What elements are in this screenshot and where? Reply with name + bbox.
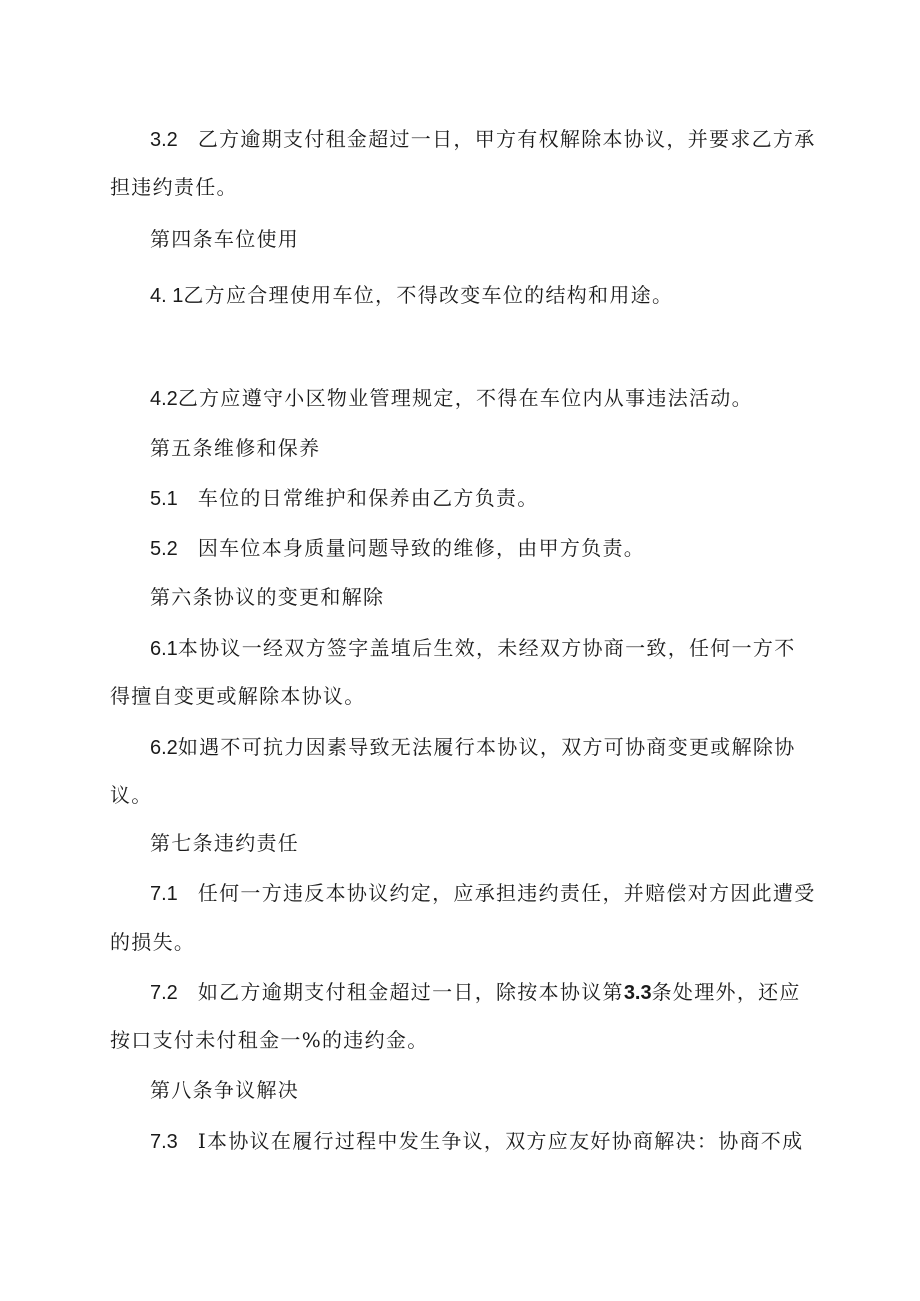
clause-6-1-line-2 xyxy=(110,683,366,709)
article-7-heading xyxy=(150,830,299,856)
clause-6-2-line-1 xyxy=(150,734,796,761)
clause-3-2-line-2 xyxy=(110,174,238,200)
article-6-heading xyxy=(150,584,384,610)
clause-text: 如乙方逾期支付租金超过一日，除按本协议第 xyxy=(197,980,624,1004)
clause-text: 乙方应遵守小区物业管理规定，不得在车位内从事违法活动。 xyxy=(177,386,753,410)
clause-5-2 xyxy=(150,535,645,562)
article-title: 第六条协议的变更和解除 xyxy=(150,585,385,609)
clause-7-2-line-1 xyxy=(150,979,801,1006)
clause-text: 议。 xyxy=(110,783,153,807)
clause-number: 3.2 xyxy=(150,129,178,151)
article-title: 第四条车位使用 xyxy=(150,227,300,251)
clause-text: 条处理外，还应 xyxy=(651,980,801,1004)
clause-number: 6.1 xyxy=(150,638,178,660)
clause-4-2 xyxy=(150,385,753,412)
clause-3-2-line-1 xyxy=(150,126,816,153)
clause-text: 担违约责任。 xyxy=(110,175,238,199)
clause-text: 本协议一经双方签字盖埴后生效，未经双方协商一致，任何一方不 xyxy=(177,636,796,660)
clause-text: 因车位本身质量问题导致的维修，由甲方负责。 xyxy=(197,536,646,560)
clause-text: 的损失。 xyxy=(110,930,196,954)
clause-number: 4. 1 xyxy=(150,285,184,307)
clause-number: 4.2 xyxy=(150,388,178,410)
clause-text: 得擅自变更或解除本协议。 xyxy=(110,684,366,708)
article-title: 第五条维修和保养 xyxy=(150,436,321,460)
clause-number: 6.2 xyxy=(150,737,178,759)
clause-4-1 xyxy=(150,282,673,309)
clause-text: 乙方逾期支付租金超过一日，甲方有权解除本协议，并要求乙方承 xyxy=(197,127,816,151)
clause-number: 7.2 xyxy=(150,982,178,1004)
clause-text: 如遇不可抗力因素导致无法履行本协议，双方可协商变更或解除协 xyxy=(177,735,796,759)
clause-reference: 3.3 xyxy=(623,982,652,1004)
clause-5-1 xyxy=(150,485,539,512)
article-5-heading xyxy=(150,435,320,461)
clause-text: I本协议在履行过程中发生争议，双方应友好协商解决：协商不成 xyxy=(197,1129,804,1153)
article-8-heading xyxy=(150,1077,299,1103)
clause-text: 任何一方违反本协议约定，应承担违约责任，并赔偿对方因此遭受 xyxy=(197,881,816,905)
clause-text: 乙方应合理使用车位，不得改变车位的结构和用途。 xyxy=(183,283,674,307)
clause-number: 5.1 xyxy=(150,488,178,510)
clause-7-1-line-2 xyxy=(110,929,195,955)
article-title: 第七条违约责任 xyxy=(150,831,300,855)
clause-text: 车位的日常维护和保养由乙方负责。 xyxy=(197,486,539,510)
clause-6-1-line-1 xyxy=(150,635,796,662)
article-title: 第八条争议解决 xyxy=(150,1078,300,1102)
clause-number: 7.3 xyxy=(150,1131,178,1153)
article-4-heading xyxy=(150,226,299,252)
clause-6-2-line-2 xyxy=(110,782,153,808)
clause-text: 按口支付未付租金一%的违约金。 xyxy=(110,1028,429,1052)
clause-7-1-line-1 xyxy=(150,880,816,907)
clause-7-3 xyxy=(150,1128,803,1155)
clause-7-2-line-2 xyxy=(110,1027,429,1053)
clause-number: 5.2 xyxy=(150,538,178,560)
clause-number: 7.1 xyxy=(150,883,178,905)
